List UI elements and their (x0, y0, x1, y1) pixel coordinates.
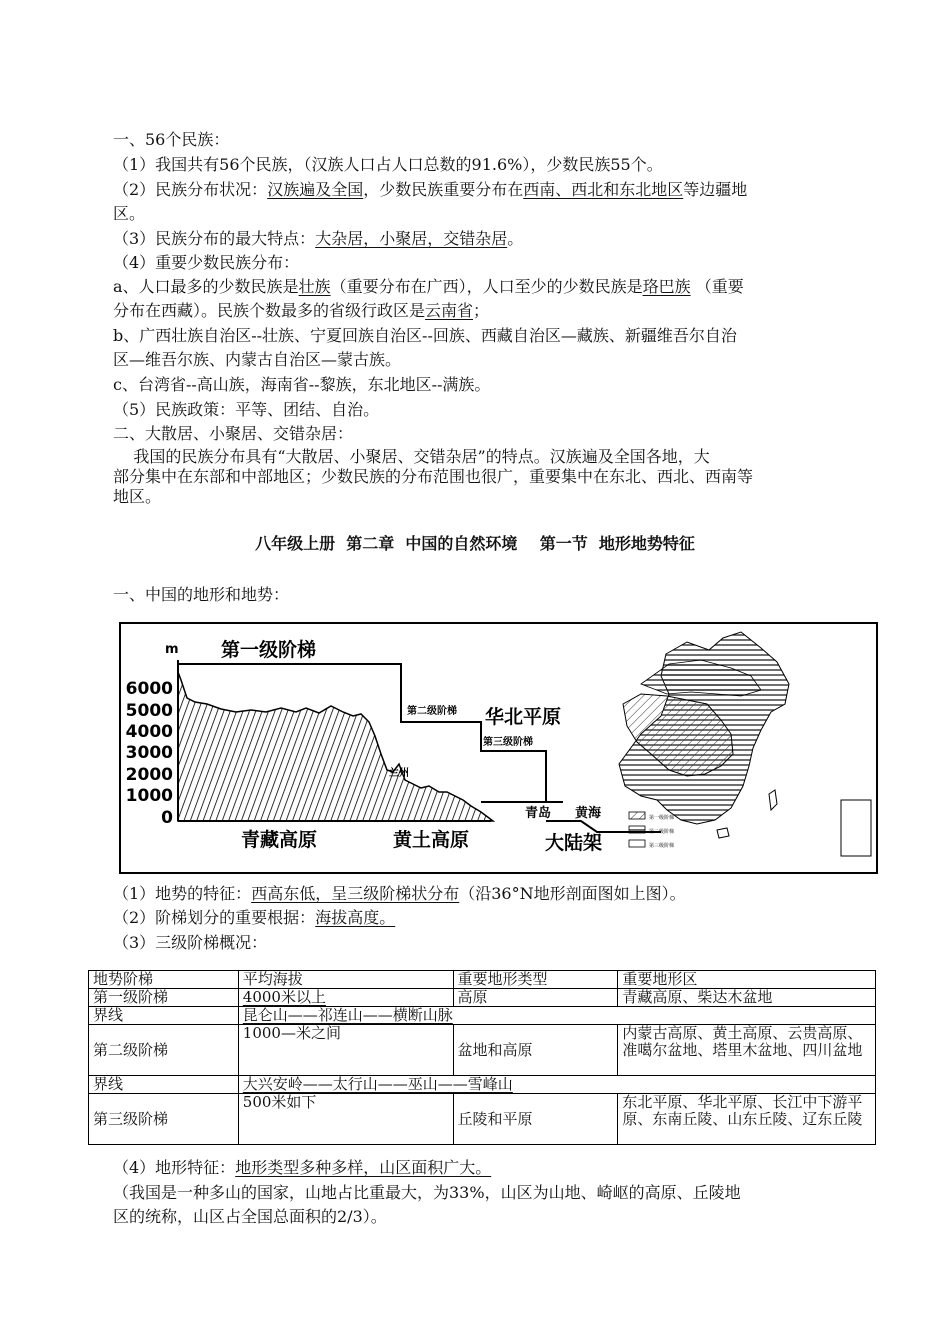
map-legend (629, 812, 674, 849)
table-header-cell: 重要地形区 (618, 971, 876, 989)
y-tick-0: 0 (161, 808, 173, 828)
legend-label-1: 第一级阶梯 (649, 815, 675, 821)
table-cell: 大兴安岭——太行山——巫山——雪峰山 (238, 1076, 875, 1094)
map-taiwan (769, 790, 777, 810)
feature-3: （3）三级阶梯概况： (113, 933, 268, 952)
para-5: （5）民族政策：平等、团结、自治。 (113, 400, 380, 419)
table-cell: 东北平原、华北平原、长江中下游平原、东南丘陵、山东丘陵、辽东丘陵 (618, 1094, 876, 1145)
table-header-cell: 平均海拔 (238, 971, 453, 989)
table-header-cell: 重要地形类型 (453, 971, 618, 989)
table-cell: 昆仑山——祁连山——横断山脉 (238, 1007, 875, 1025)
label-huangtu: 黄土高原 (393, 829, 470, 851)
para-2: （2）民族分布状况：汉族遍及全国，少数民族重要分布在西南、西北和东北地区等边疆地 (113, 180, 748, 199)
table-cell: 界线 (89, 1007, 239, 1025)
terrain-profile-svg (121, 624, 876, 872)
table-row (89, 1076, 876, 1094)
para-b1: b、广西壮族自治区--壮族、宁夏回族自治区--回族、西藏自治区—藏族、新疆维吾尔自治 (113, 326, 737, 345)
y-unit: m (165, 642, 179, 657)
para-b2: 区—维吾尔族、内蒙古自治区—蒙古族。 (113, 350, 402, 369)
chapter-title: 八年级上册 第二章 中国的自然环境 第一节 地形地势特征 (255, 534, 695, 553)
feature-2: （2）阶梯划分的重要根据：海拔高度。 (113, 908, 396, 927)
map-inset-south-sea (841, 800, 871, 856)
section2-para-2: 部分集中在东部和中部地区；少数民族的分布范围也很广，重要集中在东北、西北、西南等 (113, 467, 754, 486)
section3-heading: 一、中国的地形和地势： (113, 585, 290, 604)
para-c: c、台湾省--高山族，海南省--黎族，东北地区--满族。 (113, 375, 491, 394)
para-4: （4）重要少数民族分布： (113, 253, 300, 272)
label-qingzang: 青藏高原 (241, 829, 318, 851)
y-tick-1000: 1000 (125, 786, 173, 806)
legend-swatch-1 (629, 812, 645, 819)
table-row (89, 1094, 876, 1145)
y-tick-6000: 6000 (125, 679, 173, 699)
section2-heading: 二、大散居、小聚居、交错杂居： (113, 424, 354, 443)
table-cell: 内蒙古高原、黄土高原、云贵高原、准噶尔盆地、塔里木盆地、四川盆地 (618, 1025, 876, 1076)
table-cell: 4000米以上 (238, 989, 453, 1007)
para-1: （1）我国共有56个民族，（汉族人口占人口总数的91.6%），少数民族55个。 (113, 155, 663, 174)
label-daluji: 大陆架 (545, 832, 603, 854)
table-cell: 高原 (453, 989, 618, 1007)
feature-4: （4）地形特征：地形类型多种多样，山区面积广大。 (113, 1158, 492, 1177)
legend-label-3: 第三级阶梯 (649, 843, 675, 849)
table-cell: 第一级阶梯 (89, 989, 239, 1007)
para-a: a、人口最多的少数民族是壮族（重要分布在广西），人口至少的少数民族是珞巴族 （重要 (113, 277, 744, 296)
legend-swatch-3 (629, 840, 645, 847)
y-tick-3000: 3000 (125, 743, 173, 763)
label-step3: 第三级阶梯 (483, 737, 533, 748)
note-2: 区的统称，山区占全国总面积的2/3）。 (113, 1207, 387, 1226)
label-huabei: 华北平原 (485, 706, 562, 728)
section2-para-1: 我国的民族分布具有“大散居、小聚居、交错杂居”的特点。汉族遍及全国各地，大 (113, 447, 710, 466)
legend-swatch-2 (629, 826, 645, 833)
label-step1: 第一级阶梯 (221, 639, 317, 661)
table-cell: 丘陵和平原 (453, 1094, 618, 1145)
table-row (89, 1025, 876, 1076)
note-1: （我国是一种多山的国家，山地占比重最大，为33%，山区为山地、崎岖的高原、丘陵地 (113, 1183, 741, 1202)
table-cell: 盆地和高原 (453, 1025, 618, 1076)
table-header-cell: 地势阶梯 (89, 971, 239, 989)
y-tick-2000: 2000 (125, 765, 173, 785)
table-row (89, 1007, 876, 1025)
section2-para-3: 地区。 (113, 487, 162, 506)
china-map (619, 632, 871, 856)
table-cell: 青藏高原、柴达木盆地 (618, 989, 876, 1007)
table-cell: 500米如下 (238, 1094, 453, 1145)
para-a2: 分布在西藏）。民族个数最多的省级行政区是云南省； (113, 301, 490, 320)
feature-1: （1）地势的特征：西高东低，呈三级阶梯状分布（沿36°N地形剖面图如上图）。 (113, 884, 686, 903)
table-cell: 第三级阶梯 (89, 1094, 239, 1145)
label-lanzhou: 兰州 (389, 768, 409, 779)
terrain-profile (178, 672, 493, 821)
table-cell: 1000—米之间 (238, 1025, 453, 1076)
para-3: （3）民族分布的最大特点：大杂居，小聚居，交错杂居。 (113, 229, 524, 248)
para-2-cont: 区。 (113, 204, 146, 223)
terrain-steps-table (88, 970, 876, 1145)
table-cell: 第二级阶梯 (89, 1025, 239, 1076)
label-step2: 第二级阶梯 (407, 706, 457, 717)
label-qingdao: 青岛 (525, 806, 552, 821)
y-tick-4000: 4000 (125, 722, 173, 742)
table-cell: 界线 (89, 1076, 239, 1094)
label-huanghai: 黄海 (575, 806, 602, 821)
terrain-figure (119, 622, 878, 874)
map-hainan (717, 828, 729, 838)
section1-heading: 一、56个民族： (113, 130, 230, 149)
legend-label-2: 第二级阶梯 (649, 829, 675, 835)
table-header-row (89, 971, 876, 989)
y-tick-5000: 5000 (125, 701, 173, 721)
table-row (89, 989, 876, 1007)
